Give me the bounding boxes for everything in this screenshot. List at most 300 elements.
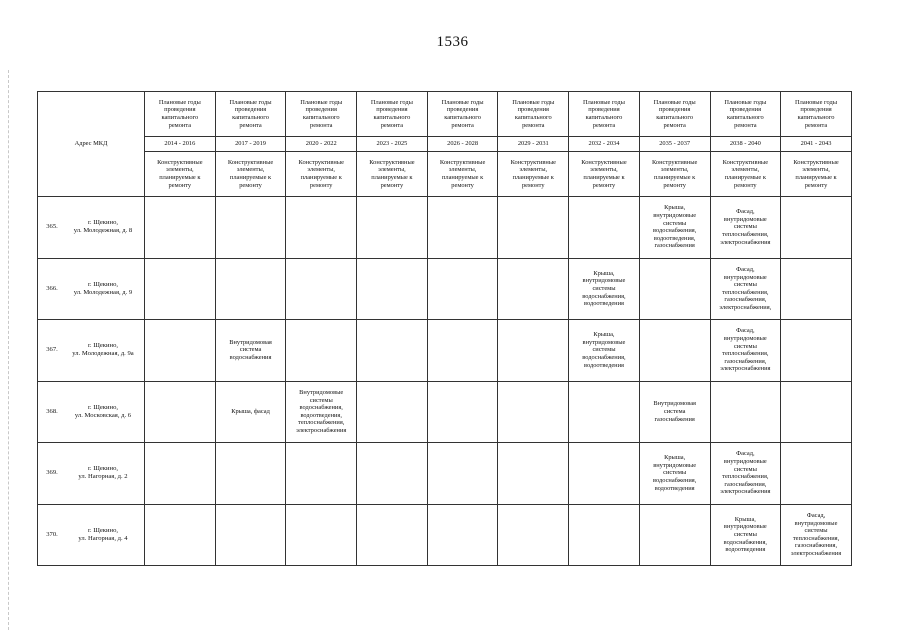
period-cell: [710, 258, 781, 320]
cell-lines: [288, 389, 354, 435]
cell-line: элементы,: [590, 166, 618, 174]
period-cell: [427, 381, 498, 443]
period-cell: [639, 258, 710, 320]
cell-lines: [713, 266, 779, 312]
cell-line: Конструктивные: [722, 158, 769, 166]
cell-line: Конструктивные: [439, 158, 486, 166]
cell-line: водоснабжения,: [299, 404, 343, 412]
planned-years-header: [569, 92, 640, 137]
cell-line: внутридомовые: [794, 519, 838, 527]
cell-line: ремонта: [592, 121, 616, 129]
cell-line: ремонту: [239, 181, 262, 189]
period-cell: [498, 504, 569, 566]
cell-line: Внутридомовые: [299, 388, 344, 396]
cell-line: системы: [663, 469, 687, 477]
table-row: [38, 443, 852, 505]
address-street: ул. Нагорная, д. 4: [78, 534, 128, 542]
cell-line: Крыша,: [664, 454, 686, 462]
cell-line: Плановые годы: [370, 98, 413, 106]
period-cell: [145, 504, 216, 566]
period-cell: [427, 197, 498, 259]
period-cell: [639, 197, 710, 259]
address-city: г. Щекино,: [87, 342, 119, 350]
cell-line: система: [663, 407, 686, 415]
cell-line: Конструктивные: [227, 158, 274, 166]
cell-line: элементы,: [236, 166, 265, 174]
row-number: 365.: [46, 223, 58, 231]
cell-line: Конструктивные: [298, 158, 344, 166]
cell-line: Фасад,: [806, 511, 826, 519]
cell-line: внутридомовые: [723, 458, 767, 466]
cell-line: водоснабжения,: [652, 227, 697, 235]
elements-header: [639, 152, 710, 197]
cell-line: системы: [733, 223, 757, 231]
row-address: [64, 465, 142, 481]
planned-years-header: [498, 92, 569, 137]
cell-line: планируемые к: [654, 174, 696, 181]
cell-line: элементы,: [378, 166, 406, 174]
header-row-elements: [38, 152, 852, 197]
period-header: 2026 - 2028: [427, 137, 498, 152]
period-cell: [145, 258, 216, 320]
period-cell: [215, 258, 286, 320]
address-city: г. Щекино,: [87, 403, 119, 411]
cell-line: проведения: [376, 106, 408, 114]
period-cell: [710, 504, 781, 566]
cell-line: элементы,: [660, 166, 689, 174]
period-header: 2041 - 2043: [781, 137, 852, 152]
cell-lines: [571, 159, 637, 189]
cell-line: системы: [663, 219, 687, 227]
cell-line: Крыша,: [593, 269, 615, 277]
cell-line: элементы,: [307, 166, 336, 174]
cell-line: Конструктивные: [510, 158, 556, 166]
address-wrap: [40, 404, 142, 420]
page-number: 1536: [436, 34, 469, 50]
cell-line: система: [239, 346, 262, 354]
cell-line: планируемые к: [159, 174, 201, 181]
row-address: [64, 342, 142, 358]
cell-line: капитального: [161, 114, 199, 121]
cell-line: планируемые к: [583, 174, 625, 181]
cell-line: Крыша,: [734, 515, 756, 523]
planned-years-header: [145, 92, 216, 137]
address-cell: [38, 320, 145, 382]
cell-line: капитального: [726, 114, 764, 121]
header-row-periods: [38, 137, 852, 152]
cell-lines: [218, 99, 284, 129]
table-row: [38, 197, 852, 259]
cell-line: электроснабжения: [790, 549, 842, 557]
cell-line: водоотведения,: [300, 411, 342, 419]
cell-line: Плановые годы: [724, 98, 767, 106]
address-street: ул. Нагорная, д. 2: [78, 473, 128, 481]
planned-years-header: [427, 92, 498, 137]
period-cell: [781, 504, 852, 566]
cell-line: ремонту: [663, 181, 686, 189]
cell-line: ремонта: [663, 121, 686, 129]
cell-line: капитального: [656, 114, 694, 121]
cell-lines: [359, 159, 425, 189]
cell-line: планируемые к: [512, 174, 554, 181]
row-number: 368.: [46, 407, 58, 415]
cell-line: водоснабжения,: [723, 538, 767, 546]
cell-line: теплоснабжения,: [298, 419, 345, 427]
cell-line: электроснабжения: [720, 238, 771, 246]
cell-line: ремонта: [168, 121, 192, 129]
elements-header: [569, 152, 640, 197]
row-address: [64, 404, 142, 420]
period-cell: [569, 504, 640, 566]
period-header: 2020 - 2022: [286, 137, 357, 152]
cell-line: водоотведения: [584, 361, 624, 369]
cell-line: ремонту: [734, 181, 757, 189]
cell-line: системы: [804, 527, 828, 535]
period-cell: [286, 258, 357, 320]
cell-line: Фасад,: [736, 450, 755, 458]
cell-lines: [430, 159, 496, 189]
period-header: 2035 - 2037: [639, 137, 710, 152]
period-cell: [569, 320, 640, 382]
table-row: [38, 320, 852, 382]
cell-lines: [288, 99, 354, 129]
cell-line: ремонта: [804, 121, 828, 129]
period-cell: [145, 443, 216, 505]
planned-years-header: [215, 92, 286, 137]
address-city: г. Щекино,: [87, 526, 119, 534]
period-cell: [569, 258, 640, 320]
cell-line: Фасад,: [736, 208, 755, 216]
cell-line: элементы,: [519, 166, 548, 174]
elements-header: [215, 152, 286, 197]
period-header: 2032 - 2034: [569, 137, 640, 152]
cell-line: водоотведения,: [653, 234, 696, 242]
cell-line: системы: [592, 346, 616, 354]
cell-line: Фасад,: [736, 327, 755, 335]
cell-line: Конструктивные: [157, 158, 203, 166]
address-wrap: [40, 527, 142, 543]
planned-years-header: [286, 92, 357, 137]
period-header: 2029 - 2031: [498, 137, 569, 152]
cell-line: капитального: [585, 114, 623, 121]
period-cell: [357, 504, 428, 566]
elements-header: [427, 152, 498, 197]
period-cell: [427, 258, 498, 320]
address-city: г. Щекино,: [87, 219, 119, 227]
address-cell: [38, 258, 145, 320]
period-cell: [145, 320, 216, 382]
cell-line: газоснабжения: [654, 242, 695, 250]
period-cell: [286, 381, 357, 443]
cell-line: планируемые к: [724, 174, 766, 181]
cell-line: Плановые годы: [229, 98, 272, 106]
cell-lines: [713, 327, 779, 373]
period-cell: [639, 443, 710, 505]
cell-line: элементы,: [166, 166, 194, 174]
cell-line: Внутридомовая: [653, 400, 696, 408]
address-cell: [38, 381, 145, 443]
planned-years-header: [639, 92, 710, 137]
period-cell: [639, 504, 710, 566]
cell-line: водоснабжения,: [652, 477, 697, 485]
cell-line: водоснабжения,: [582, 354, 626, 362]
cell-line: Крыша,: [593, 331, 615, 339]
cell-line: системы: [309, 396, 333, 404]
row-address: [64, 219, 142, 235]
cell-line: водоснабжения,: [582, 292, 626, 300]
period-cell: [357, 381, 428, 443]
cell-lines: [218, 339, 284, 362]
cell-line: капитального: [797, 114, 835, 121]
planned-years-header: [710, 92, 781, 137]
cell-lines: [783, 99, 849, 129]
header-row-planned-years: [38, 92, 852, 137]
cell-line: Плановые годы: [158, 98, 201, 106]
period-cell: [357, 443, 428, 505]
address-wrap: [40, 219, 142, 235]
cell-lines: [713, 450, 779, 496]
cell-line: Крыша,: [664, 204, 686, 212]
cell-lines: [642, 400, 708, 423]
cell-line: планируемые к: [441, 174, 484, 181]
cell-line: планируемые к: [229, 174, 272, 181]
period-cell: [215, 443, 286, 505]
cell-line: ремонта: [380, 121, 404, 129]
period-cell: [781, 258, 852, 320]
address-header: Адрес МКД: [74, 140, 108, 148]
cell-line: внутридомовые: [653, 461, 697, 469]
period-cell: [286, 443, 357, 505]
period-header: 2038 - 2040: [710, 137, 781, 152]
cell-line: ремонта: [310, 121, 333, 129]
cell-line: проведения: [658, 106, 691, 114]
period-cell: [286, 320, 357, 382]
table-row: [38, 381, 852, 443]
period-cell: [286, 504, 357, 566]
planned-years-header: [781, 92, 852, 137]
cell-line: водоотведения: [725, 546, 766, 554]
address-wrap: [40, 281, 142, 297]
table-row: [38, 504, 852, 566]
cell-line: ремонта: [239, 121, 262, 129]
cell-lines: [642, 159, 708, 189]
cell-line: газоснабжения: [654, 415, 695, 423]
row-number: 367.: [46, 346, 58, 354]
cell-lines: [713, 159, 779, 189]
cell-line: электроснабжения: [720, 488, 771, 496]
period-cell: [498, 258, 569, 320]
period-cell: [427, 443, 498, 505]
cell-lines: [713, 208, 779, 246]
cell-line: капитального: [444, 114, 481, 121]
cell-line: ремонту: [309, 181, 333, 189]
cell-line: Плановые годы: [300, 98, 343, 106]
cell-line: планируемые к: [371, 174, 413, 181]
cell-line: теплоснабжения,: [722, 288, 769, 296]
cell-line: ремонту: [451, 181, 474, 189]
row-address: [64, 281, 142, 297]
period-cell: [639, 381, 710, 443]
period-cell: [357, 197, 428, 259]
row-address: [64, 527, 142, 543]
cell-line: теплоснабжения,: [722, 231, 769, 239]
address-street: ул. Молодежная, д. 9: [73, 288, 133, 296]
cell-line: ремонта: [522, 121, 545, 129]
row-number: 370.: [46, 530, 58, 538]
cell-line: планируемые к: [795, 174, 837, 181]
period-cell: [498, 197, 569, 259]
cell-line: водоотведения: [654, 484, 695, 492]
row-number: 369.: [46, 469, 58, 477]
cell-line: Конструктивные: [581, 158, 627, 166]
cell-line: ремонту: [168, 181, 192, 189]
cell-line: планируемые к: [300, 174, 342, 181]
cell-lines: [500, 159, 566, 189]
cell-lines: [642, 99, 708, 129]
cell-lines: [359, 99, 425, 129]
elements-header: [710, 152, 781, 197]
cell-lines: [218, 159, 284, 189]
period-cell: [357, 258, 428, 320]
cell-line: водоснабжения: [229, 354, 272, 362]
cell-line: внутридомовые: [723, 335, 767, 343]
cell-lines: [783, 512, 849, 558]
cell-line: проведения: [729, 106, 762, 114]
cell-line: капитального: [373, 114, 411, 121]
cell-line: внутридомовые: [582, 277, 626, 285]
cell-line: Конструктивные: [369, 158, 415, 166]
cell-line: внутридомовые: [723, 273, 767, 281]
cell-line: системы: [733, 465, 757, 473]
address-cell: [38, 443, 145, 505]
cell-lines: [783, 159, 849, 189]
period-cell: [145, 197, 216, 259]
elements-header: [286, 152, 357, 197]
cell-line: Плановые годы: [582, 98, 625, 106]
cell-line: Конструктивные: [651, 158, 698, 166]
cell-lines: [147, 159, 213, 189]
period-cell: [781, 381, 852, 443]
capital-repair-schedule-table: [37, 91, 852, 566]
elements-header: [498, 152, 569, 197]
cell-line: системы: [733, 530, 757, 538]
cell-line: ремонта: [451, 121, 474, 129]
cell-line: газоснабжения,: [795, 542, 838, 550]
period-cell: [781, 320, 852, 382]
period-cell: [498, 443, 569, 505]
cell-lines: [713, 516, 779, 554]
table-row: [38, 258, 852, 320]
cell-line: ремонту: [380, 181, 404, 189]
address-street: ул. Молодежная, д. 9а: [72, 350, 134, 358]
period-header: 2014 - 2016: [145, 137, 216, 152]
period-cell: [357, 320, 428, 382]
address-wrap: [40, 342, 142, 358]
period-cell: [498, 320, 569, 382]
cell-line: внутридомовые: [653, 212, 697, 220]
address-city: г. Щекино,: [87, 465, 119, 473]
cell-lines: [430, 99, 496, 129]
address-cell: [38, 197, 145, 259]
cell-line: Фасад,: [736, 265, 755, 273]
cell-line: Конструктивные: [793, 158, 839, 166]
cell-line: ремонту: [521, 181, 545, 189]
period-cell: [569, 381, 640, 443]
cell-line: системы: [733, 281, 757, 289]
cell-line: Внутридомовая: [229, 338, 272, 346]
cell-line: Плановые годы: [795, 98, 838, 106]
period-cell: [569, 197, 640, 259]
period-cell: [427, 504, 498, 566]
cell-line: электроснабжения,: [719, 303, 772, 311]
cell-line: капитального: [302, 114, 340, 121]
cell-line: Крыша, фасад: [231, 407, 270, 415]
cell-line: теплоснабжения,: [792, 534, 840, 542]
cell-line: проведения: [305, 106, 337, 114]
cell-line: внутридомовые: [723, 215, 767, 223]
period-cell: [286, 197, 357, 259]
cell-lines: [288, 159, 354, 189]
cell-line: элементы,: [448, 166, 477, 174]
cell-lines: [218, 408, 284, 416]
address-street: ул. Московская, д. 6: [74, 411, 132, 419]
cell-lines: [147, 99, 213, 129]
period-cell: [498, 381, 569, 443]
period-cell: [215, 197, 286, 259]
cell-line: теплоснабжения,: [722, 350, 769, 358]
cell-line: проведения: [164, 106, 196, 114]
cell-lines: [642, 454, 708, 492]
cell-lines: [571, 331, 637, 369]
address-street: ул. Молодежная, д. 8: [73, 227, 133, 235]
cell-line: элементы,: [802, 166, 830, 174]
period-cell: [710, 381, 781, 443]
period-cell: [710, 197, 781, 259]
cell-line: электроснабжения: [296, 426, 347, 434]
elements-header: [145, 152, 216, 197]
cell-line: внутридомовые: [582, 338, 626, 346]
address-wrap: [40, 465, 142, 481]
cell-line: теплоснабжения,: [722, 473, 769, 481]
period-cell: [710, 443, 781, 505]
scan-margin-marks: [8, 70, 11, 630]
cell-lines: [500, 99, 566, 129]
cell-line: газоснабжения,: [724, 357, 767, 365]
cell-line: газоснабжения,: [724, 296, 767, 304]
period-header: 2023 - 2025: [357, 137, 428, 152]
cell-line: системы: [592, 284, 616, 292]
cell-line: ремонта: [734, 121, 757, 129]
period-cell: [427, 320, 498, 382]
cell-line: внутридомовые: [723, 523, 767, 531]
planned-years-header: [357, 92, 428, 137]
elements-header: [781, 152, 852, 197]
cell-line: элементы,: [731, 166, 760, 174]
cell-line: ремонту: [592, 181, 616, 189]
cell-line: проведения: [234, 106, 267, 114]
period-cell: [145, 381, 216, 443]
cell-line: капитального: [514, 114, 552, 121]
cell-line: водоотведения: [584, 300, 624, 308]
period-cell: [781, 443, 852, 505]
cell-line: Плановые годы: [441, 98, 484, 106]
cell-line: капитального: [232, 114, 269, 121]
cell-line: Плановые годы: [653, 98, 696, 106]
period-cell: [215, 381, 286, 443]
period-cell: [781, 197, 852, 259]
period-cell: [639, 320, 710, 382]
address-city: г. Щекино,: [87, 280, 119, 288]
